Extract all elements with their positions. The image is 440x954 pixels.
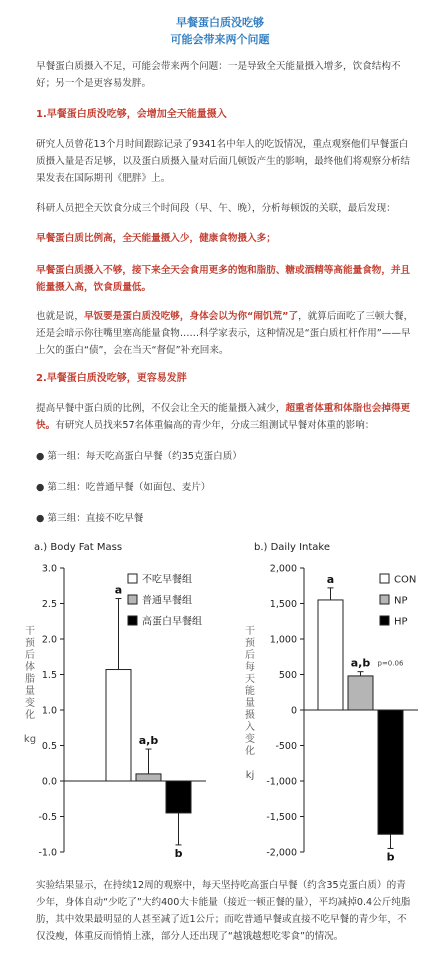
y-tick-label: 500 [278, 670, 297, 681]
y-axis-label-char: 干 [245, 626, 255, 637]
s2-rest: 有研究人员找来57名体重偏高的青少年，分成三组测试早餐对体重的影响： [55, 420, 375, 431]
chart-body-fat-mass [0, 536, 220, 872]
intro-paragraph: 早餐蛋白质摄入不足，可能会带来两个问题：一是导致全天能量摄入增多，饮食结构不好；另一个是更容易发胖。 [36, 61, 401, 89]
section1-paragraph-1: 研究人员曾花13个月时间跟踪记录了9341名中年人的吃饭情况，重点观察他们早餐蛋白质摄入量是否足够，以及蛋白质摄入量对后面几顿饭产生的影响，最终他们将观察分析结果发表在国际期刊《肥胖》上。 [36, 139, 411, 184]
significance-label: a,b [350, 656, 371, 670]
y-tick-label: 1,500 [269, 599, 297, 610]
y-tick-label: -500 [275, 741, 297, 752]
group-bullet-1: ● 第一组：每天吃高蛋白早餐（约35克蛋白质） [36, 451, 242, 462]
legend-swatch [128, 574, 137, 583]
y-tick-label: 2,000 [269, 563, 297, 575]
y-tick-label: -1,000 [266, 776, 297, 788]
section1-heading: 1.早餐蛋白质没吃够，会增加全天能量摄入 [36, 109, 227, 120]
y-axis-label-char: 天 [245, 674, 255, 685]
legend-label: 高蛋白早餐组 [142, 616, 202, 628]
y-axis-label-char: 后 [245, 650, 255, 661]
legend-swatch [380, 616, 389, 625]
bar [318, 600, 343, 710]
y-tick-label: -1.0 [38, 847, 57, 859]
chart-svg [220, 536, 440, 872]
legend-swatch [128, 595, 137, 604]
y-tick-label: -1,500 [266, 812, 297, 823]
y-axis-label-char: 入 [245, 722, 255, 733]
y-tick-label: 1.5 [41, 670, 57, 681]
finding-2: 早餐蛋白质摄入不够，接下来全天会食用更多的饱和脂肪、糖或酒精等高能量食物，并且能量摄入高，饮食质量低。 [36, 265, 411, 293]
legend-label: CON [394, 574, 417, 586]
p3-rest: ，就算后面吃了三顿大餐，还是会暗示你往嘴里塞高能量食物……科学家表示，这种情况是“蛋白质杠杆作用”——早上欠的蛋白“债”，会在当天“督促”补充回来。 [36, 311, 414, 356]
group-bullet-3: ● 第三组：直接不吃早餐 [36, 513, 144, 524]
legend-label: 普通早餐组 [142, 595, 192, 607]
title-line-2: 可能会带来两个问题 [170, 33, 270, 46]
y-tick-label: 3.0 [41, 563, 57, 575]
y-tick-label: 0.5 [41, 741, 57, 752]
y-axis-label-char: 量 [245, 698, 255, 709]
y-axis-label-char: 化 [25, 710, 35, 721]
y-axis-label-char: 预 [245, 638, 255, 649]
y-axis-label-char: 后 [25, 650, 35, 661]
s2-highlight: 超重者体重和体脂也会掉得更快。 [36, 403, 411, 431]
section2-paragraph-1 [36, 400, 414, 434]
chart-title: b.) Daily Intake [254, 542, 331, 553]
bar [136, 774, 161, 781]
section1-paragraph-2: 科研人员把全天饮食分成三个时间段（早、午、晚），分析每顿饭的关联，最后发现： [36, 203, 396, 214]
y-axis-label-char: 每 [245, 662, 255, 673]
significance-label: a,b [138, 734, 159, 748]
legend-label: 不吃早餐组 [142, 574, 192, 586]
y-tick-label: 0.0 [41, 776, 57, 788]
chart-title: a.) Body Fat Mass [34, 542, 123, 553]
p3-lead: 也就是说， [36, 311, 84, 322]
y-tick-label: 0 [290, 705, 297, 717]
bar [348, 676, 373, 710]
bar [378, 710, 403, 834]
group-bullet-2: ● 第二组：吃普通早餐（如面包、麦片） [36, 482, 211, 493]
p3-highlight: 早饭要是蛋白质没吃够，身体会以为你“闹饥荒”了 [83, 311, 299, 322]
legend-label: NP [394, 595, 408, 607]
y-axis-unit: kg [23, 734, 37, 745]
y-axis-unit: kj [245, 770, 255, 781]
legend-label: HP [394, 616, 408, 628]
legend-swatch [380, 595, 389, 604]
y-tick-label: -0.5 [38, 812, 57, 823]
y-axis-label-char: 变 [25, 698, 35, 709]
chart-daily-intake [220, 536, 440, 872]
y-tick-label: 2.5 [41, 599, 57, 610]
y-axis-label-char: 化 [245, 746, 255, 757]
legend-swatch [128, 616, 137, 625]
p-value-label: p=0.06 [377, 659, 404, 668]
y-axis-label-char: 干 [25, 626, 35, 637]
bar [106, 670, 131, 781]
y-axis-label-char: 摄 [245, 710, 255, 721]
conclusion-paragraph: 实验结果显示，在持续12周的观察中，每天坚持吃高蛋白早餐（约含35克蛋白质）的青少年，身体自动“少吃了”大约400大卡能量（接近一顿正餐的量），平均减掉0.4公斤纯脂肪，其中效果最明显的人甚至减了近1公斤；而吃普通早餐或直接不吃早餐的青少年，不仅没瘦，体重反而悄悄上涨，部分人还出现了“越饿越想吃零食”的情况。 [36, 880, 411, 942]
y-tick-label: 1,000 [269, 634, 297, 646]
article-title [0, 14, 440, 48]
y-axis-label-char: 体 [25, 662, 35, 673]
title-line-1: 早餐蛋白质没吃够 [176, 16, 264, 29]
y-axis-label-char: 预 [25, 638, 35, 649]
section2-heading: 2.早餐蛋白质没吃够，更容易发胖 [36, 373, 187, 384]
bar [166, 781, 191, 813]
y-tick-label: 1.0 [41, 705, 57, 717]
y-axis-label-char: 能 [245, 686, 255, 697]
significance-label: a [114, 583, 123, 597]
significance-label: b [174, 846, 183, 860]
significance-label: a [326, 572, 335, 586]
y-axis-label-char: 量 [25, 686, 35, 697]
s2-lead: 提高早餐中蛋白质的比例，不仅会让全天的能量摄入减少， [36, 403, 286, 414]
y-axis-label-char: 变 [245, 734, 255, 745]
chart-svg [0, 536, 220, 872]
section1-paragraph-3 [36, 308, 414, 359]
y-tick-label: 2.0 [41, 634, 57, 646]
y-axis-label-char: 脂 [25, 674, 35, 685]
significance-label: b [386, 850, 395, 864]
legend-swatch [380, 574, 389, 583]
finding-1: 早餐蛋白质比例高，全天能量摄入少，健康食物摄入多； [36, 233, 276, 244]
y-tick-label: -2,000 [266, 847, 297, 859]
